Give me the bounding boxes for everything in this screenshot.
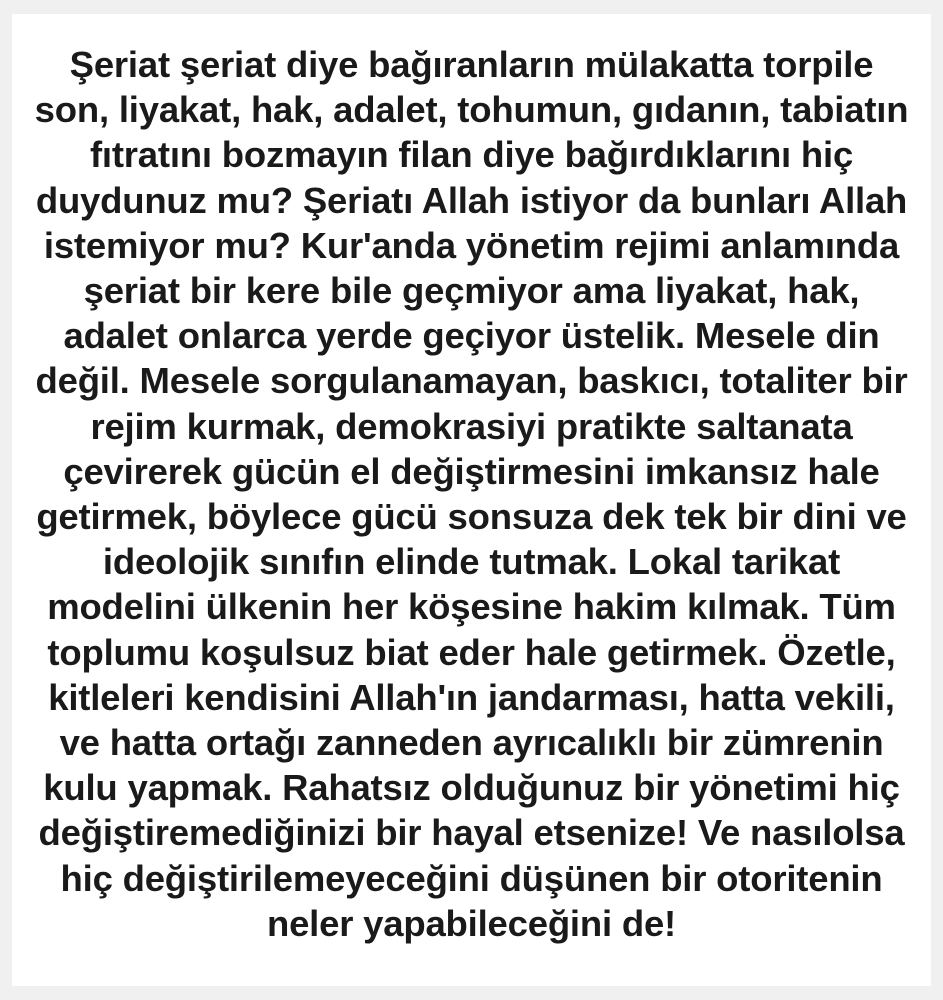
text-card	[12, 14, 931, 986]
text-line-9: rejim kurmak, demokrasiyi pratikte saltanata	[90, 405, 853, 447]
text-line-1: Şeriat şeriat diye bağıranların mülakatta torpile	[69, 44, 874, 85]
text-line-14: toplumu koşulsuz biat eder hale getirmek. Özetle,	[47, 631, 896, 673]
text-line-19: hiç değiştirilemeyeceğini düşünen bir otoritenin	[60, 857, 883, 899]
text-line-11: getirmek, böylece gücü sonsuza dek tek bir dini ve	[36, 496, 907, 538]
document-text	[12, 42, 931, 946]
text-line-8: değil. Mesele sorgulanamayan, baskıcı, totaliter bir	[35, 360, 908, 402]
text-line-12: ideolojik sınıfın elinde tutmak. Lokal tarikat	[102, 541, 841, 583]
text-line-18: değiştiremediğinizi bir hayal etsenize! Ve nasılolsa	[38, 812, 905, 854]
text-line-17: kulu yapmak. Rahatsız olduğunuz bir yönetimi hiç	[43, 767, 900, 809]
text-line-6: şeriat bir kere bile geçmiyor ama liyakat, hak,	[83, 270, 860, 312]
text-line-7: adalet onlarca yerde geçiyor üstelik. Mesele din	[63, 315, 880, 357]
text-line-13: modelini ülkenin her köşesine hakim kılmak. Tüm	[47, 586, 896, 628]
text-line-10: çevirerek gücün el değiştirmesini imkansız hale	[63, 450, 880, 492]
text-line-16: ve hatta ortağı zanneden ayrıcalıklı bir zümrenin	[59, 722, 884, 764]
text-line-2: son, liyakat, hak, adalet, tohumun, gıdanın, tabiatın	[34, 89, 909, 131]
text-line-15: kitleleri kendisini Allah'ın jandarması, hatta vekili,	[48, 676, 895, 718]
text-line-5: istemiyor mu? Kur'anda yönetim rejimi anlamında	[43, 224, 900, 266]
text-line-4: duydunuz mu? Şeriatı Allah istiyor da bunları Allah	[35, 179, 908, 221]
text-line-3: fıtratını bozmayın filan diye bağırdıklarını hiç	[89, 134, 854, 176]
text-line-20: neler yapabileceğini de!	[266, 902, 676, 944]
